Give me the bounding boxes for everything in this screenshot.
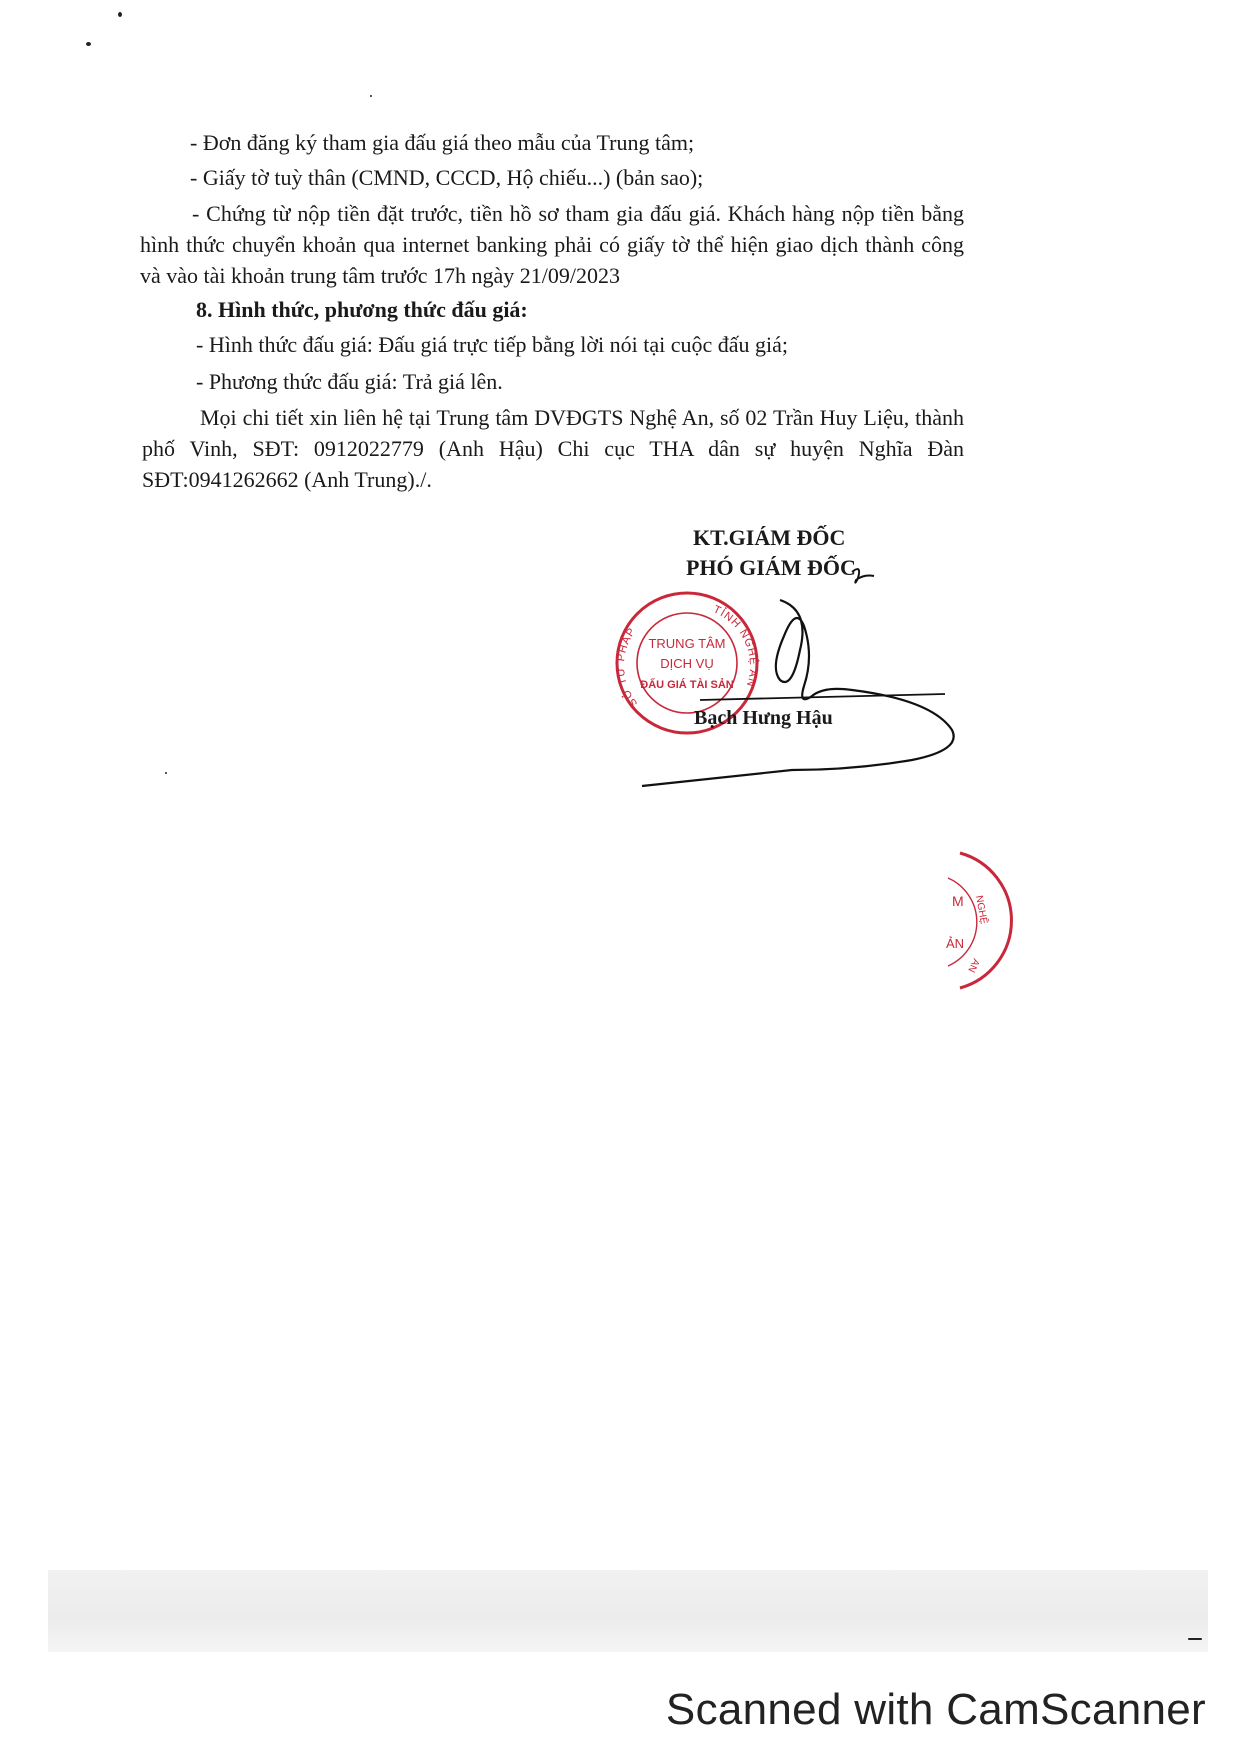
section-8-heading: 8. Hình thức, phương thức đấu giá:	[196, 297, 528, 322]
scan-speck	[1188, 1638, 1202, 1640]
signer-name: Bạch Hưng Hậu	[694, 707, 833, 729]
signature-title-director: KT.GIÁM ĐỐC	[693, 525, 846, 550]
scan-shadow-band	[48, 1570, 1208, 1652]
scan-speck	[118, 12, 122, 17]
bullet-id-documents: - Giấy tờ tuỳ thân (CMND, CCCD, Hộ chiếu...) (bản sao);	[190, 165, 704, 190]
signature-title-deputy-director: PHÓ GIÁM ĐỐC	[686, 555, 856, 580]
scan-speck	[165, 772, 167, 774]
seal-center-line-2: DỊCH VỤ	[660, 656, 714, 671]
seal-ring-text-right: TỈNH NGHỆ AN	[711, 603, 760, 689]
camscanner-watermark: Scanned with CamScanner	[665, 1685, 1206, 1734]
scan-speck	[86, 42, 91, 46]
bullet-registration-form: - Đơn đăng ký tham gia đấu giá theo mẫu của Trung tâm;	[190, 130, 695, 155]
svg-text:SỞ TƯ PHÁP	[615, 625, 640, 709]
partial-seal-letters-an: ẢN	[946, 936, 965, 951]
partial-seal-stamp	[930, 848, 1010, 998]
scan-speck	[370, 95, 372, 97]
seal-ring-text-left: SỞ TƯ PHÁP	[614, 625, 641, 710]
seal-center-line-1: TRUNG TÂM	[648, 636, 726, 651]
deposit-paragraph: - Chứng từ nộp tiền đặt trước, tiền hồ sơ tham gia đấu giá. Khách hàng nộp tiền bằng hình thức chuyển khoản qua internet banking phải có giấy tờ thể hiện giao dịch thành công và vào tài khoản trung tâm trước 17h ngày 21/09/2023	[140, 201, 964, 288]
partial-seal-ring-nghe: NGHỆ	[973, 894, 989, 925]
seal-center-line-3: ĐẤU GIÁ TÀI SẢN	[640, 679, 734, 691]
partial-seal-letter-m: M	[952, 893, 964, 909]
auction-form-item: - Hình thức đấu giá: Đấu giá trực tiếp bằng lời nói tại cuộc đấu giá;	[196, 332, 789, 357]
auction-method-item: - Phương thức đấu giá: Trả giá lên.	[196, 369, 503, 394]
partial-seal-ring-an: AN	[965, 956, 982, 974]
contact-paragraph: Mọi chi tiết xin liên hệ tại Trung tâm DVĐGTS Nghệ An, số 02 Trần Huy Liệu, thành phố Vinh, SĐT: 0912022779 (Anh Hậu) Chi cục THA dân sự huyện Nghĩa Đàn SĐT:0941262662 (Anh Trung)./.	[142, 405, 964, 492]
